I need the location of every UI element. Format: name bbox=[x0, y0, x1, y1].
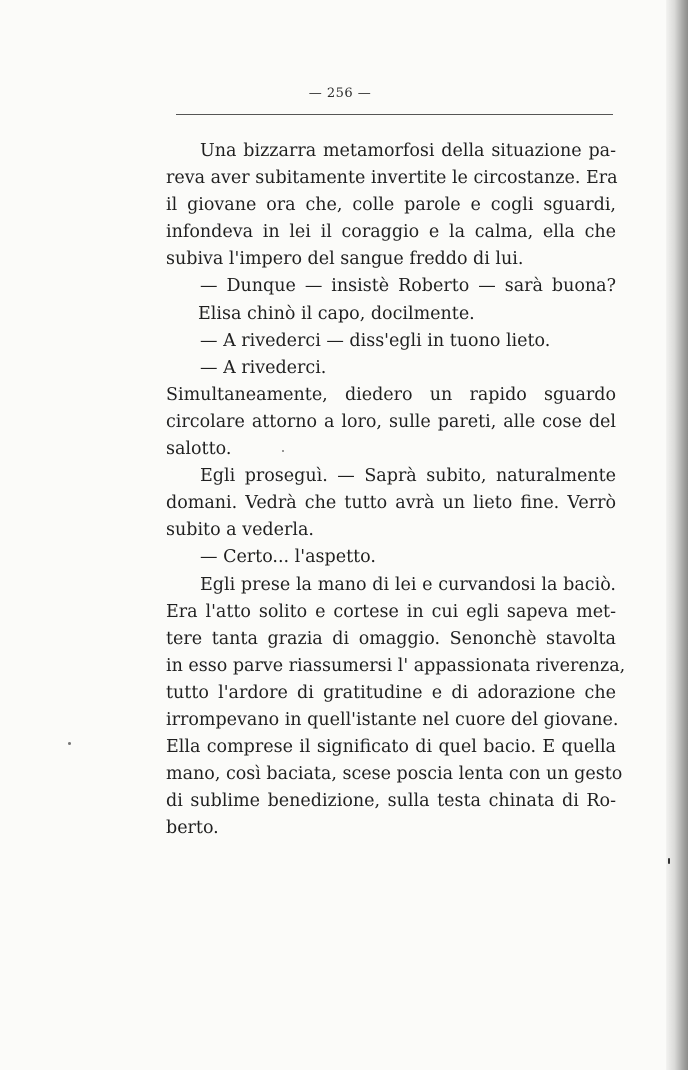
page-body bbox=[166, 138, 626, 842]
text-line: tutto l'ardore di gratitudine e di adorazione che bbox=[166, 682, 616, 703]
text-line: Egli prese la mano di lei e curvandosi la baciò. bbox=[200, 574, 616, 595]
text-line: Ella comprese il significato di quel bacio. E quella bbox=[166, 737, 616, 758]
text-line: irrompevano in quell'istante nel cuore del giovane. bbox=[166, 709, 619, 730]
text-line: circolare attorno a loro, sulle pareti, alle cose del bbox=[166, 411, 616, 432]
text-line: mano, così baciata, scese poscia lenta con un gesto bbox=[166, 764, 623, 785]
text-line: — Dunque — insistè Roberto — sarà buona? bbox=[200, 276, 616, 297]
text-line: subiva l'impero del sangue freddo di lui. bbox=[166, 249, 524, 270]
text-line: il giovane ora che, colle parole e cogli sguardi, bbox=[166, 195, 616, 216]
text-line: subito a vederla. bbox=[166, 520, 314, 541]
text-line: infondeva in lei il coraggio e la calma, ella che bbox=[166, 222, 616, 243]
text-line: Simultaneamente, diedero un rapido sguardo bbox=[166, 384, 616, 405]
text-line: Una bizzarra metamorfosi della situazione pa- bbox=[200, 141, 616, 161]
paper-speck bbox=[68, 742, 71, 745]
page-number: — 256 — bbox=[308, 86, 372, 101]
text-line: di sublime benedizione, sulla testa chinata di Ro- bbox=[166, 791, 616, 812]
text-line: Era l'atto solito e cortese in cui egli sapeva met- bbox=[166, 601, 616, 622]
text-line: Egli proseguì. — Saprà subito, naturalmente bbox=[200, 466, 616, 487]
text-line: domani. Vedrà che tutto avrà un lieto fine. Verrò bbox=[166, 493, 616, 514]
text-line: — A rivederci — diss'egli in tuono lieto. bbox=[200, 330, 551, 351]
paper-speck bbox=[282, 450, 284, 452]
text-line: reva aver subitamente invertite le circostanze. Era bbox=[166, 168, 618, 189]
text-line: salotto. bbox=[166, 439, 232, 460]
text-line: berto. bbox=[166, 818, 219, 839]
page-binding-edge bbox=[666, 0, 688, 1070]
text-line: Elisa chinò il capo, docilmente. bbox=[198, 303, 475, 324]
text-line: — Certo... l'aspetto. bbox=[200, 547, 376, 568]
text-line: tere tanta grazia di omaggio. Senonchè stavolta bbox=[166, 628, 616, 649]
text-line: in esso parve riassumersi l' appassionata riverenza, bbox=[166, 655, 626, 676]
text-line: — A rivederci. bbox=[200, 357, 327, 378]
header-rule bbox=[176, 114, 613, 115]
paper-speck bbox=[668, 858, 670, 864]
